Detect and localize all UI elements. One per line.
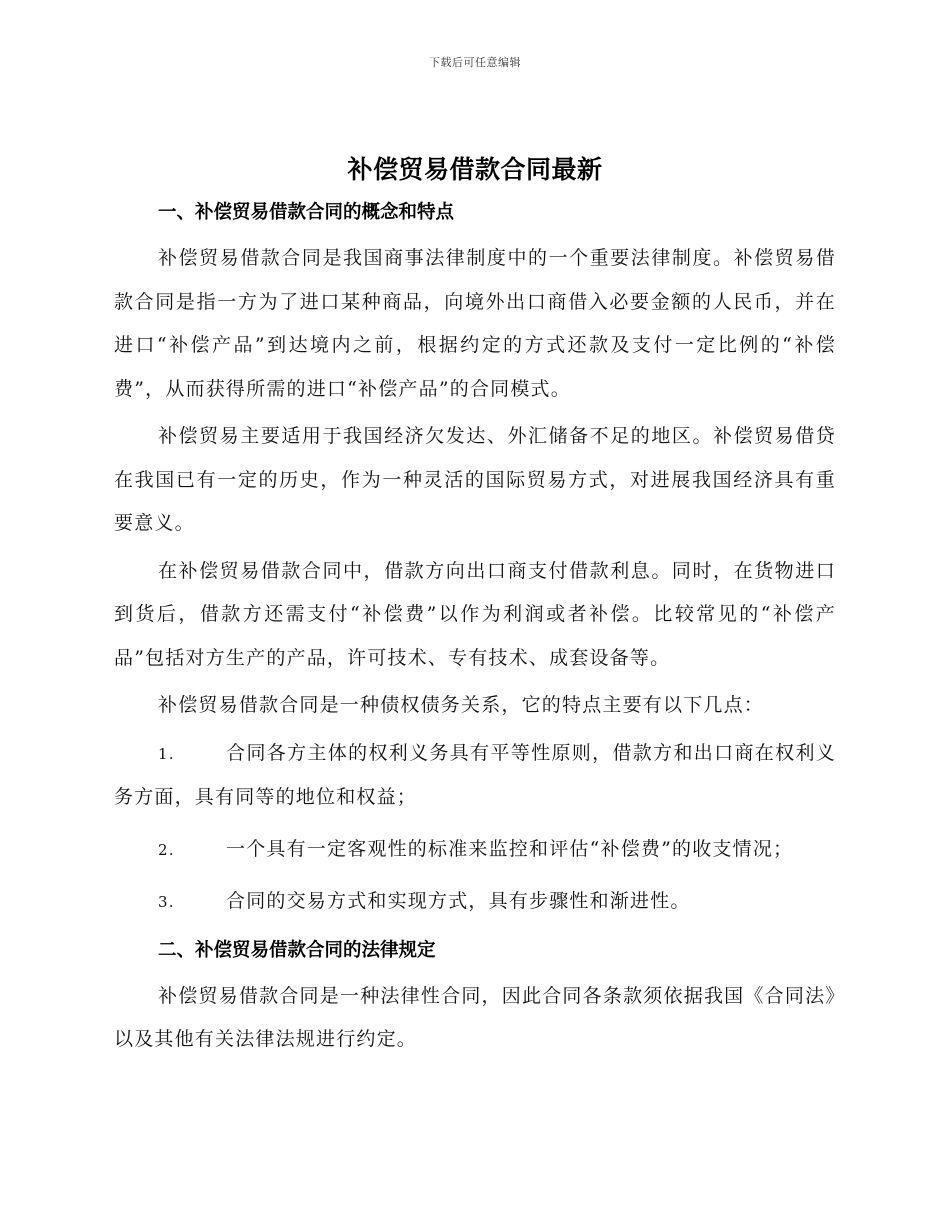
- paragraph: 补偿贸易借款合同是一种债权债务关系，它的特点主要有以下几点：: [158, 694, 765, 716]
- paragraph: 补偿贸易借款合同是我国商事法律制度中的一个重要法律制度。补偿贸易借款合同是指一方为了进口某种商品，向境外出口商借入必要金额的人民币，并在进口“补偿产品”到达境内之前，根据约定的方式还款及支付一定比例的“补偿费”，从而获得所需的进口“补偿产品”的合同模式。: [114, 247, 836, 400]
- list-marker: 1.: [158, 744, 175, 763]
- paragraph: 在补偿贸易借款合同中，借款方向出口商支付借款利息。同时，在货物进口到货后，借款方还需支付“补偿费”以作为利润或者补偿。比较常见的“补偿产品”包括对方生产的产品，许可技术、专有技术、成套设备等。: [114, 559, 836, 669]
- list-item: [114, 732, 836, 820]
- list-item-text: 一个具有一定客观性的标准来监控和评估“补偿费”的收支情况；: [226, 837, 794, 860]
- list-item: [114, 828, 836, 873]
- list-marker: 2.: [158, 840, 175, 859]
- paragraph: 补偿贸易借款合同是一种法律性合同，因此合同各条款须依据我国《合同法》以及其他有关法律法规进行约定。: [114, 984, 836, 1050]
- paragraph: 补偿贸易主要适用于我国经济欠发达、外汇储备不足的地区。补偿贸易借贷在我国已有一定的历史，作为一种灵活的国际贸易方式，对进展我国经济具有重要意义。: [114, 425, 836, 534]
- document-body: [114, 193, 836, 1062]
- section-heading-2: 二、补偿贸易借款合同的法律规定: [158, 939, 436, 961]
- list-marker: 3.: [158, 893, 175, 911]
- list-item-text: 合同的交易方式和实现方式，具有步骤性和渐进性。: [226, 890, 691, 912]
- list-item: [114, 880, 836, 925]
- list-item-text: 合同各方主体的权利义务具有平等性原则，借款方和出口商在权利义务方面，具有同等的地位和权益；: [114, 741, 836, 808]
- header-note: 下载后可任意编辑: [429, 56, 521, 69]
- document-title: 补偿贸易借款合同最新: [347, 155, 603, 184]
- section-heading-1: 一、补偿贸易借款合同的概念和特点: [158, 202, 455, 223]
